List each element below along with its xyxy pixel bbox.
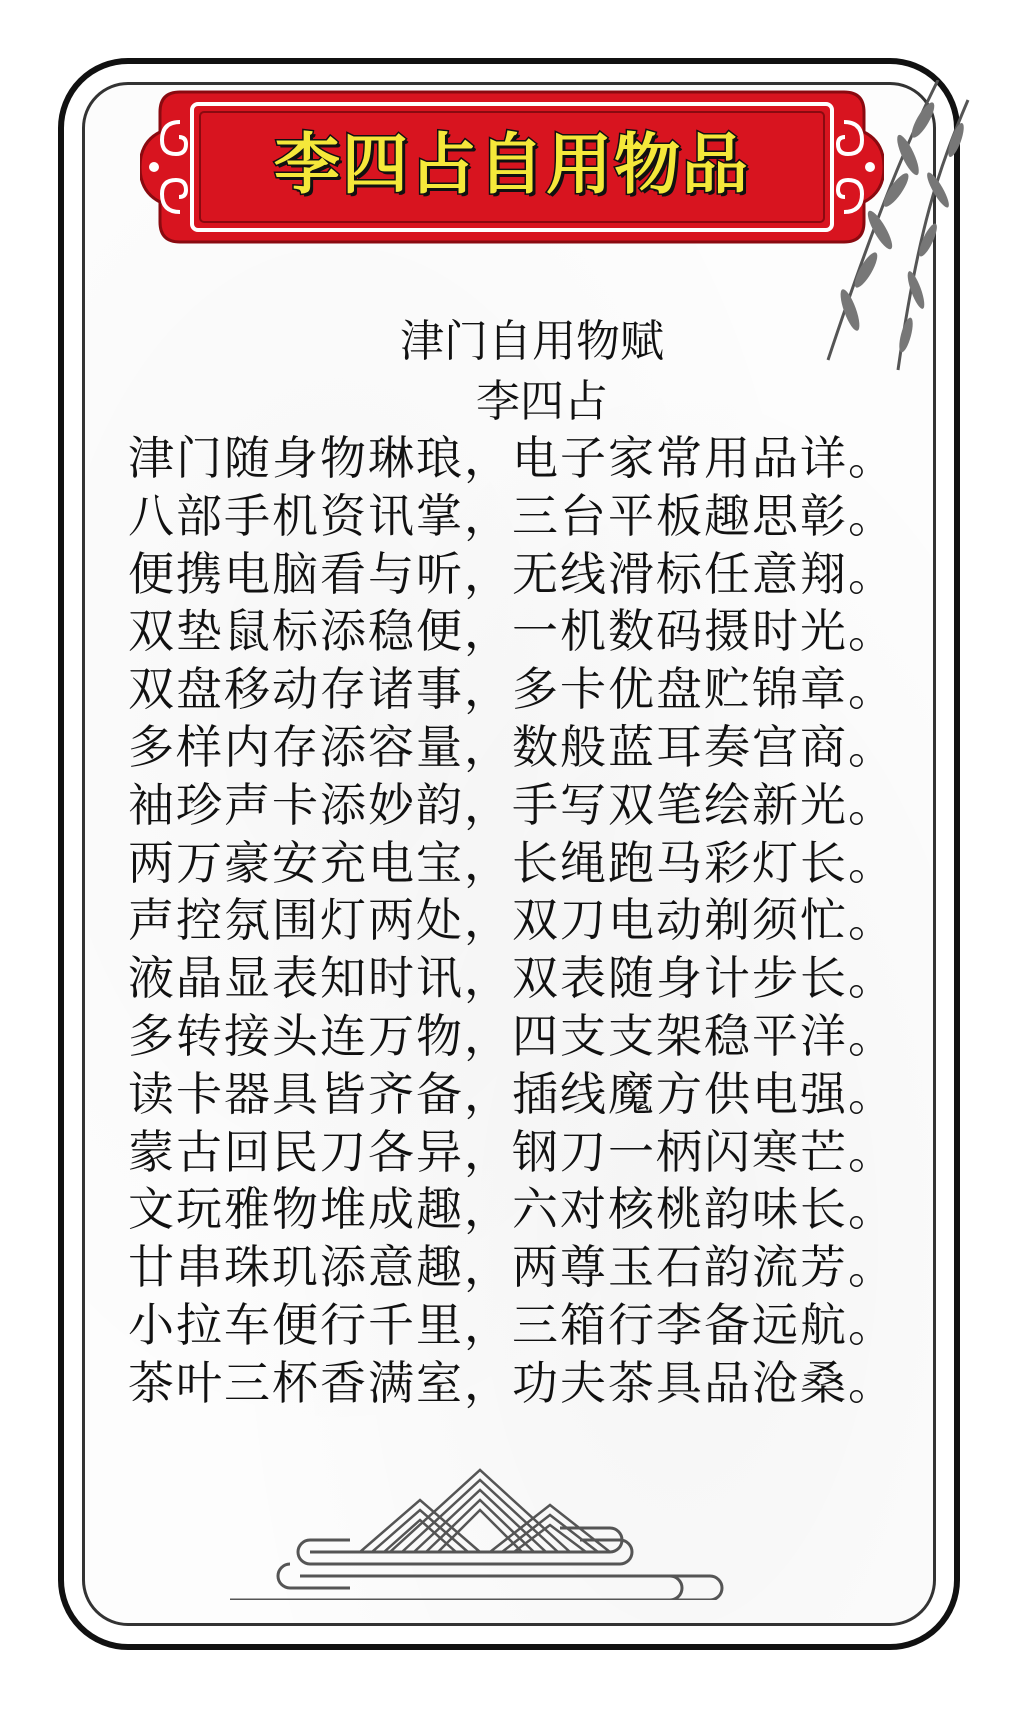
poem-body xyxy=(128,430,948,1413)
poem-line: 袖珍声卡添妙韵，手写双笔绘新光。 xyxy=(128,777,896,832)
poem-line: 小拉车便行千里，三箱行李备远航。 xyxy=(128,1297,896,1352)
mountain-cloud-icon xyxy=(230,1460,790,1600)
poem-author: 李四占 xyxy=(476,376,608,427)
poem-line: 声控氛围灯两处，双刀电动剃须忙。 xyxy=(128,893,896,948)
poem-line: 双盘移动存诸事，多卡优盘贮锦章。 xyxy=(128,662,896,717)
poem-line: 茶叶三杯香满室，功夫茶具品沧桑。 xyxy=(128,1355,896,1410)
poem-line: 多样内存添容量，数般蓝耳奏宫商。 xyxy=(128,719,896,774)
poem-line: 便携电脑看与听，无线滑标任意翔。 xyxy=(128,546,896,601)
poem-line: 津门随身物琳琅，电子家常用品详。 xyxy=(128,431,896,485)
poem-line: 蒙古回民刀各异，钢刀一柄闪寒芒。 xyxy=(128,1124,896,1179)
poem-line: 八部手机资讯掌，三台平板趣思彰。 xyxy=(128,488,896,543)
poem-line: 双垫鼠标添稳便，一机数码摄时光。 xyxy=(128,604,896,659)
poem-line: 两万豪安充电宝，长绳跑马彩灯长。 xyxy=(128,835,896,890)
poem-line: 廿串珠玑添意趣，两尊玉石韵流芳。 xyxy=(128,1240,896,1295)
banner-title: 李四占自用物品 xyxy=(274,126,750,203)
poem-line: 液晶显表知时讯，双表随身计步长。 xyxy=(128,951,896,1006)
poem-line: 文玩雅物堆成趣，六对核桃韵味长。 xyxy=(128,1182,896,1237)
poem-line: 多转接头连万物，四支支架稳平洋。 xyxy=(128,1008,896,1063)
poem-line: 读卡器具皆齐备，插线魔方供电强。 xyxy=(128,1066,896,1121)
poem-title: 津门自用物赋 xyxy=(400,316,664,367)
